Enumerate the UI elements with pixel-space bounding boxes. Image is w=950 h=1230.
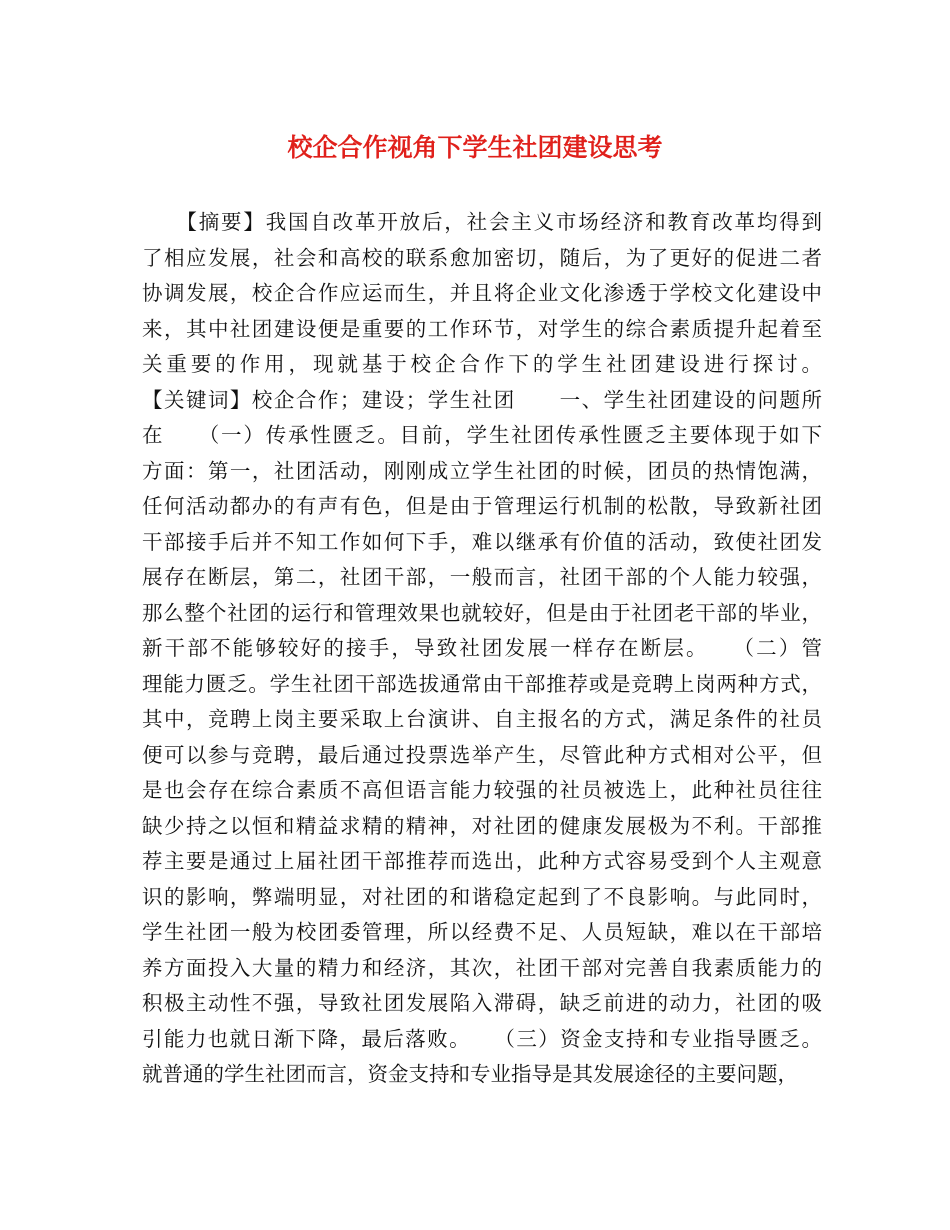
body-line: 在 （一）传承性匮乏。目前，学生社团传承性匮乏主要体现于如下 [142,423,822,447]
body-line: 方面：第一，社团活动，刚刚成立学生社团的时候，团员的热情饱满， [142,458,822,483]
body-line: 了相应发展，社会和高校的联系愈加密切，随后，为了更好的促进二者 [142,245,822,270]
body-line: 协调发展，校企合作应运而生，并且将企业文化渗透于学校文化建设中 [142,281,822,305]
body-line: 缺少持之以恒和精益求精的精神，对社团的健康发展极为不利。干部推 [142,813,822,838]
body-line: 关重要的作用，现就基于校企合作下的学生社团建设进行探讨。 [142,352,822,376]
body-line: 理能力匮乏。学生社团干部选拔通常由干部推荐或是竞聘上岗两种方式， [142,671,822,696]
body-line: 【摘要】我国自改革开放后，社会主义市场经济和教育改革均得到 [142,210,822,234]
document-body [142,205,822,1093]
body-line: 那么整个社团的运行和管理效果也就较好，但是由于社团老干部的毕业， [142,600,822,625]
body-line: 来，其中社团建设便是重要的工作环节，对学生的综合素质提升起着至 [142,316,822,341]
body-line: 养方面投入大量的精力和经济，其次，社团干部对完善自我素质能力的 [142,955,822,980]
body-line: 荐主要是通过上届社团干部推荐而选出，此种方式容易受到个人主观意 [142,849,822,873]
body-line: 学生社团一般为校团委管理，所以经费不足、人员短缺，难以在干部培 [142,920,822,944]
body-line: 引能力也就日渐下降，最后落败。 （三）资金支持和专业指导匮乏。 [142,1026,822,1051]
body-line: 积极主动性不强，导致社团发展陷入滞碍，缺乏前进的动力，社团的吸 [142,991,822,1015]
body-line: 展存在断层，第二，社团干部，一般而言，社团干部的个人能力较强， [142,565,822,589]
body-line: 【关键词】校企合作；建设；学生社团 一、学生社团建设的问题所 [142,387,822,412]
body-line: 就普通的学生社团而言，资金支持和专业指导是其发展途径的主要问题， [142,1062,798,1086]
body-line: 是也会存在综合素质不高但语言能力较强的社员被选上，此种社员往往 [142,778,822,802]
body-line: 干部接手后并不知工作如何下手，难以继承有价值的活动，致使社团发 [142,529,822,554]
body-line: 任何活动都办的有声有色，但是由于管理运行机制的松散，导致新社团 [142,494,822,518]
body-line: 其中，竞聘上岗主要采取上台演讲、自主报名的方式，满足条件的社员 [142,707,822,731]
body-line: 便可以参与竞聘，最后通过投票选举产生，尽管此种方式相对公平，但 [142,742,822,767]
body-line: 新干部不能够较好的接手，导致社团发展一样存在断层。 （二）管 [142,636,822,660]
document-title: 校企合作视角下学生社团建设思考 [287,133,663,162]
body-line: 识的影响，弊端明显，对社团的和谐稳定起到了不良影响。与此同时， [142,884,822,909]
